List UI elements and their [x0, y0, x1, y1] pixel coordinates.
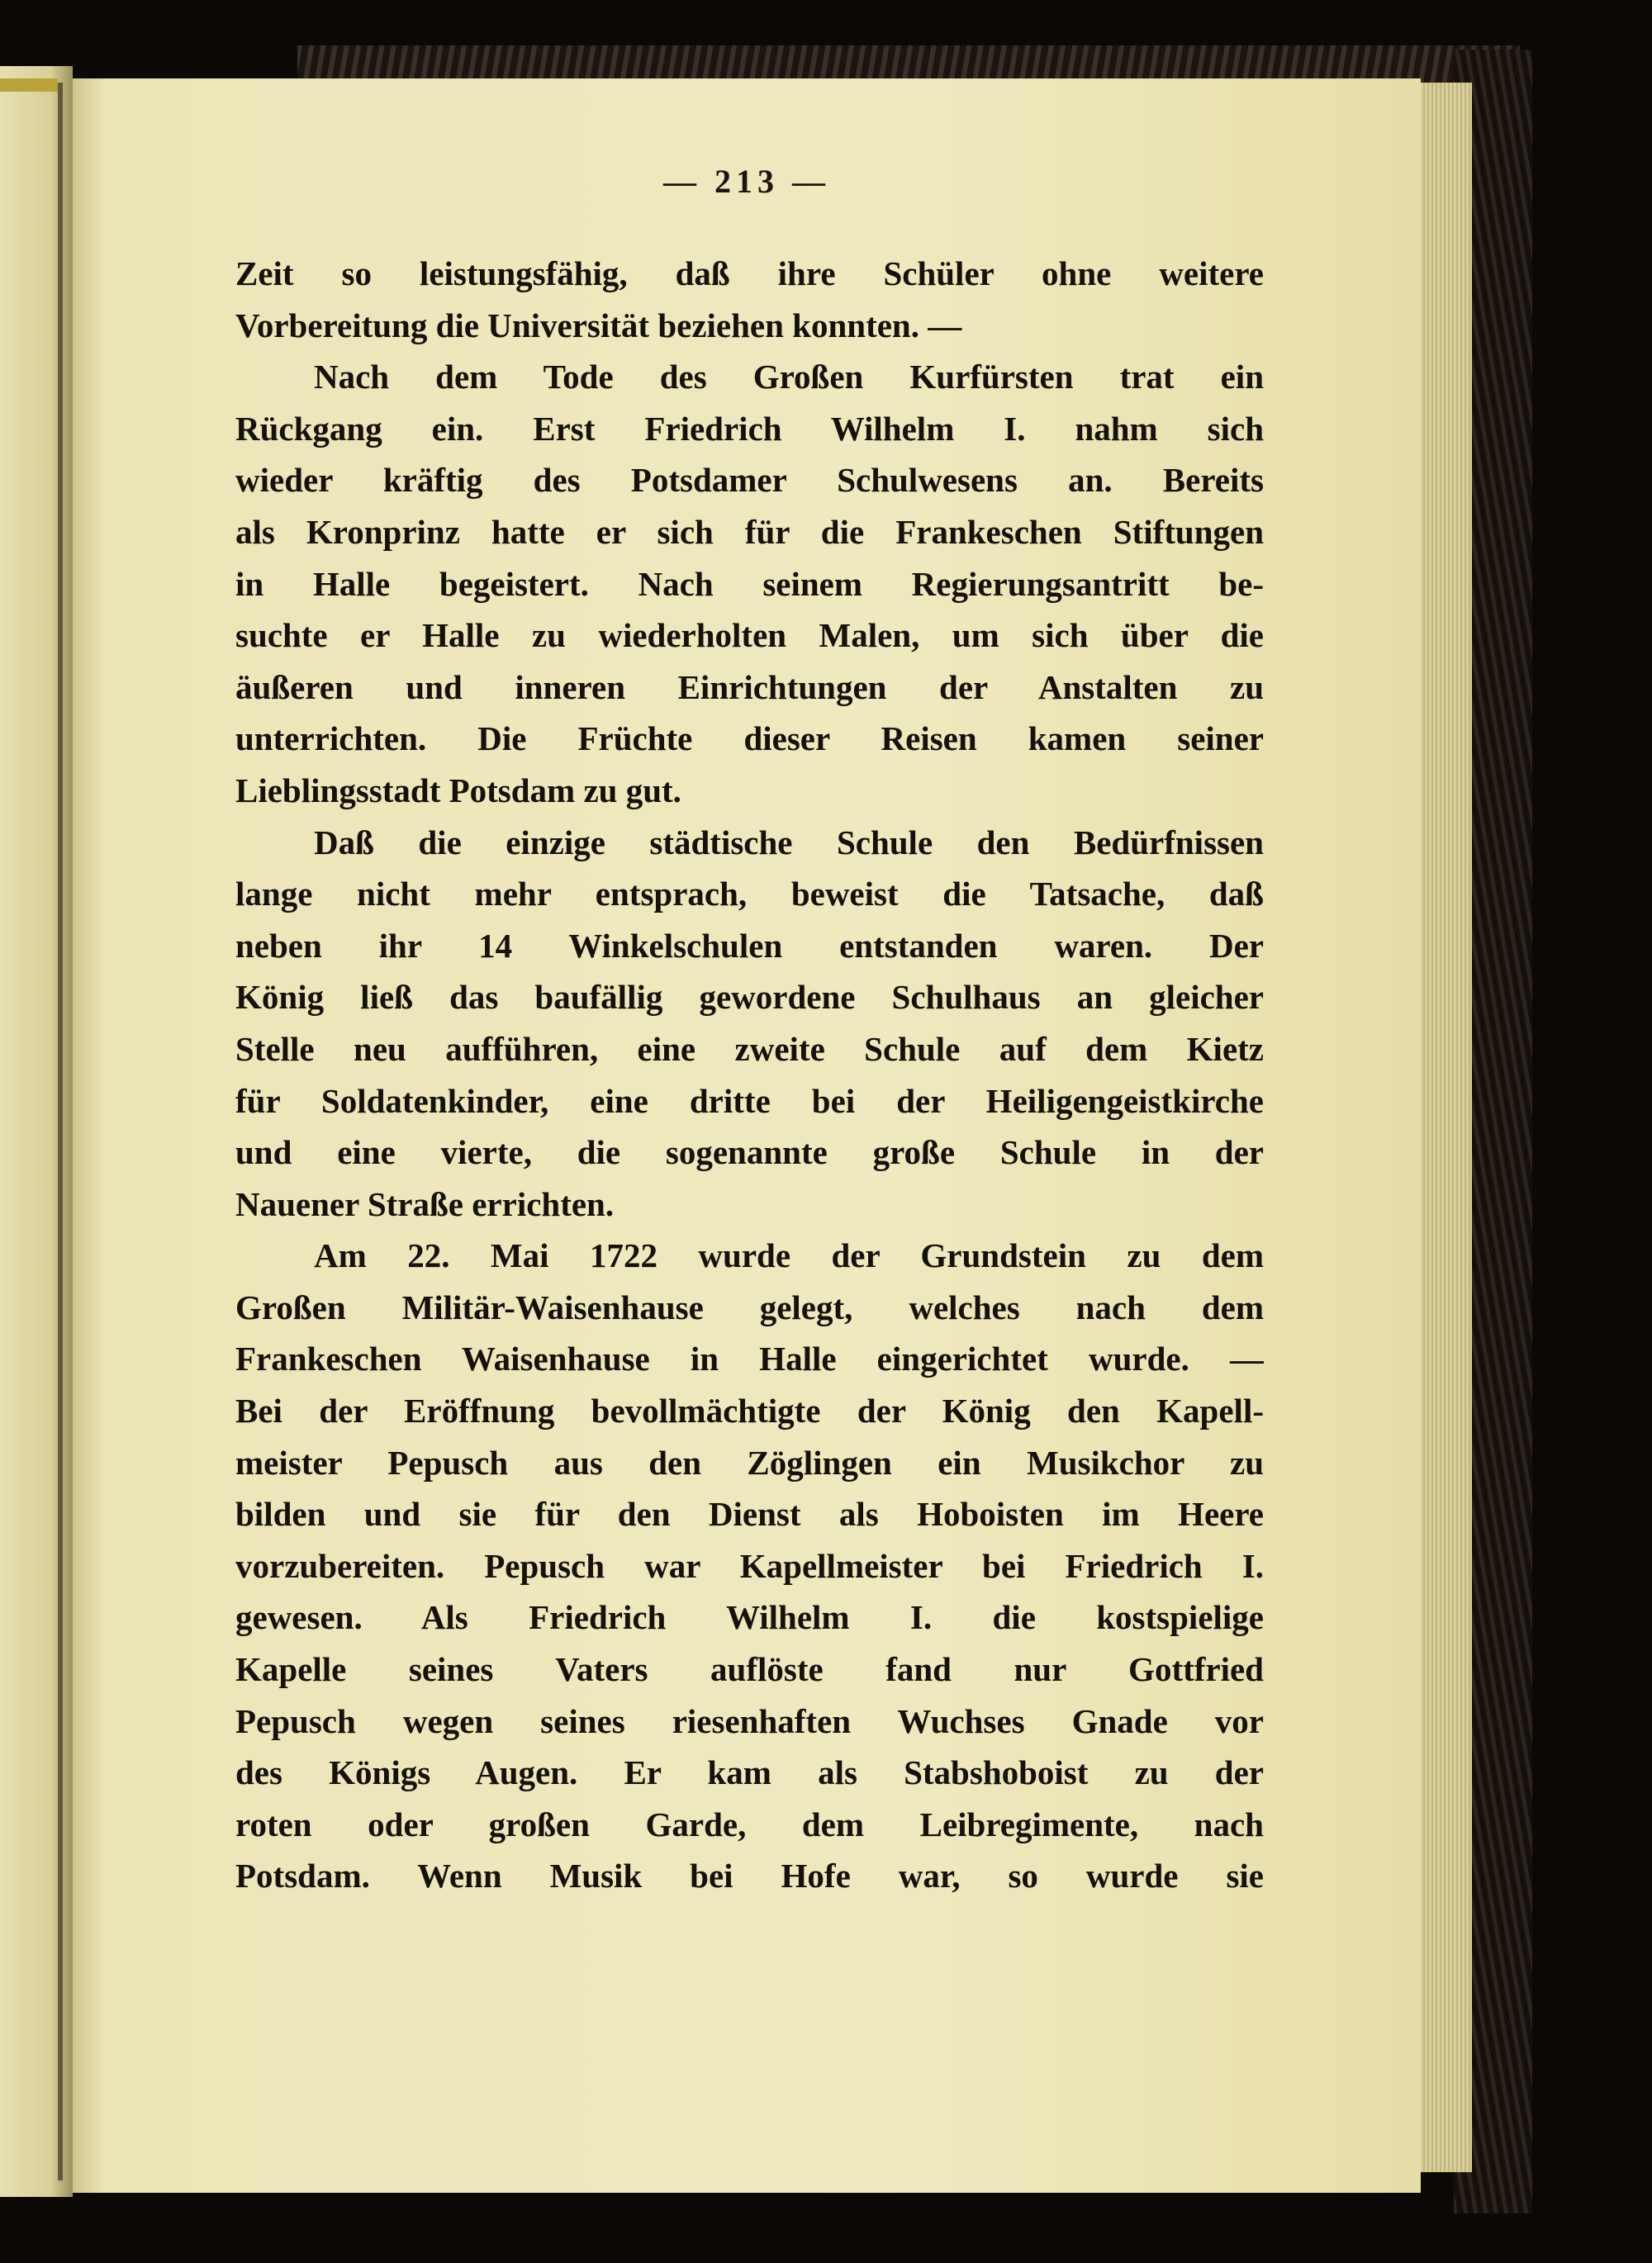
text-line: König ließ das baufällig gewordene Schulhaus an gleicher	[235, 978, 1264, 1017]
text-line: Vorbereitung die Universität beziehen konnten. —	[235, 306, 962, 344]
text-line: äußeren und inneren Einrichtungen der Anstalten zu	[235, 667, 1264, 706]
text-line: wieder kräftig des Potsdamer Schulwesens an. Bereits	[235, 461, 1264, 500]
page-edges	[1421, 83, 1472, 2172]
text-line: Nauener Straße errichten.	[235, 1184, 615, 1223]
text-line: lange nicht mehr entsprach, beweist die Tatsache, daß	[235, 875, 1264, 913]
text-line: meister Pepusch aus den Zöglingen ein Musikchor zu	[235, 1443, 1264, 1482]
text-line: Frankeschen Waisenhause in Halle eingerichtet wurde. —	[235, 1340, 1264, 1378]
text-line: Kapelle seines Vaters auflöste fand nur Gottfried	[235, 1650, 1264, 1689]
text-line: für Soldatenkinder, eine dritte bei der Heiligengeistkirche	[235, 1081, 1264, 1120]
text-line: unterrichten. Die Früchte dieser Reisen kamen seiner	[235, 719, 1264, 758]
text-line: Bei der Eröffnung bevollmächtigte der König den Kapell-	[235, 1392, 1264, 1430]
text-line: roten oder großen Garde, dem Leibregimente, nach	[235, 1805, 1264, 1843]
text-line: Potsdam. Wenn Musik bei Hofe war, so wurde sie	[235, 1857, 1264, 1895]
body-text	[235, 248, 1264, 1902]
text-line: Lieblingsstadt Potsdam zu gut.	[235, 771, 681, 809]
text-line: neben ihr 14 Winkelschulen entstanden waren. Der	[235, 926, 1264, 965]
text-line: Stelle neu aufführen, eine zweite Schule auf dem Kietz	[235, 1029, 1264, 1068]
text-line: und eine vierte, die sogenannte große Schule in der	[235, 1133, 1264, 1172]
page-number: — 213 —	[663, 163, 830, 200]
text-line: als Kronprinz hatte er sich für die Frankeschen Stiftungen	[235, 512, 1264, 551]
text-line: gewesen. Als Friedrich Wilhelm I. die kostspielige	[235, 1598, 1264, 1637]
bookmark-band	[0, 78, 58, 92]
text-line: Zeit so leistungsfähig, daß ihre Schüler ohne weitere	[235, 254, 1264, 292]
text-line: bilden und sie für den Dienst als Hoboisten im Heere	[235, 1495, 1264, 1534]
text-line: Pepusch wegen seines riesenhaften Wuchses Gnade vor	[235, 1701, 1264, 1740]
text-line: Nach dem Tode des Großen Kurfürsten trat ein	[314, 358, 1264, 396]
spine-binding	[58, 83, 63, 2180]
text-line: vorzubereiten. Pepusch war Kapellmeister bei Friedrich I.	[235, 1546, 1264, 1585]
text-line: des Königs Augen. Er kam als Stabshoboist zu der	[235, 1753, 1264, 1792]
text-line: Großen Militär-Waisenhause gelegt, welches nach dem	[235, 1288, 1264, 1326]
text-line: Daß die einzige städtische Schule den Bedürfnissen	[314, 823, 1264, 861]
text-line: Am 22. Mai 1722 wurde der Grundstein zu dem	[314, 1236, 1264, 1275]
text-line: in Halle begeistert. Nach seinem Regierungsantritt be-	[235, 564, 1264, 603]
text-line: Rückgang ein. Erst Friedrich Wilhelm I. nahm sich	[235, 409, 1264, 448]
text-line: suchte er Halle zu wiederholten Malen, um sich über die	[235, 616, 1264, 655]
